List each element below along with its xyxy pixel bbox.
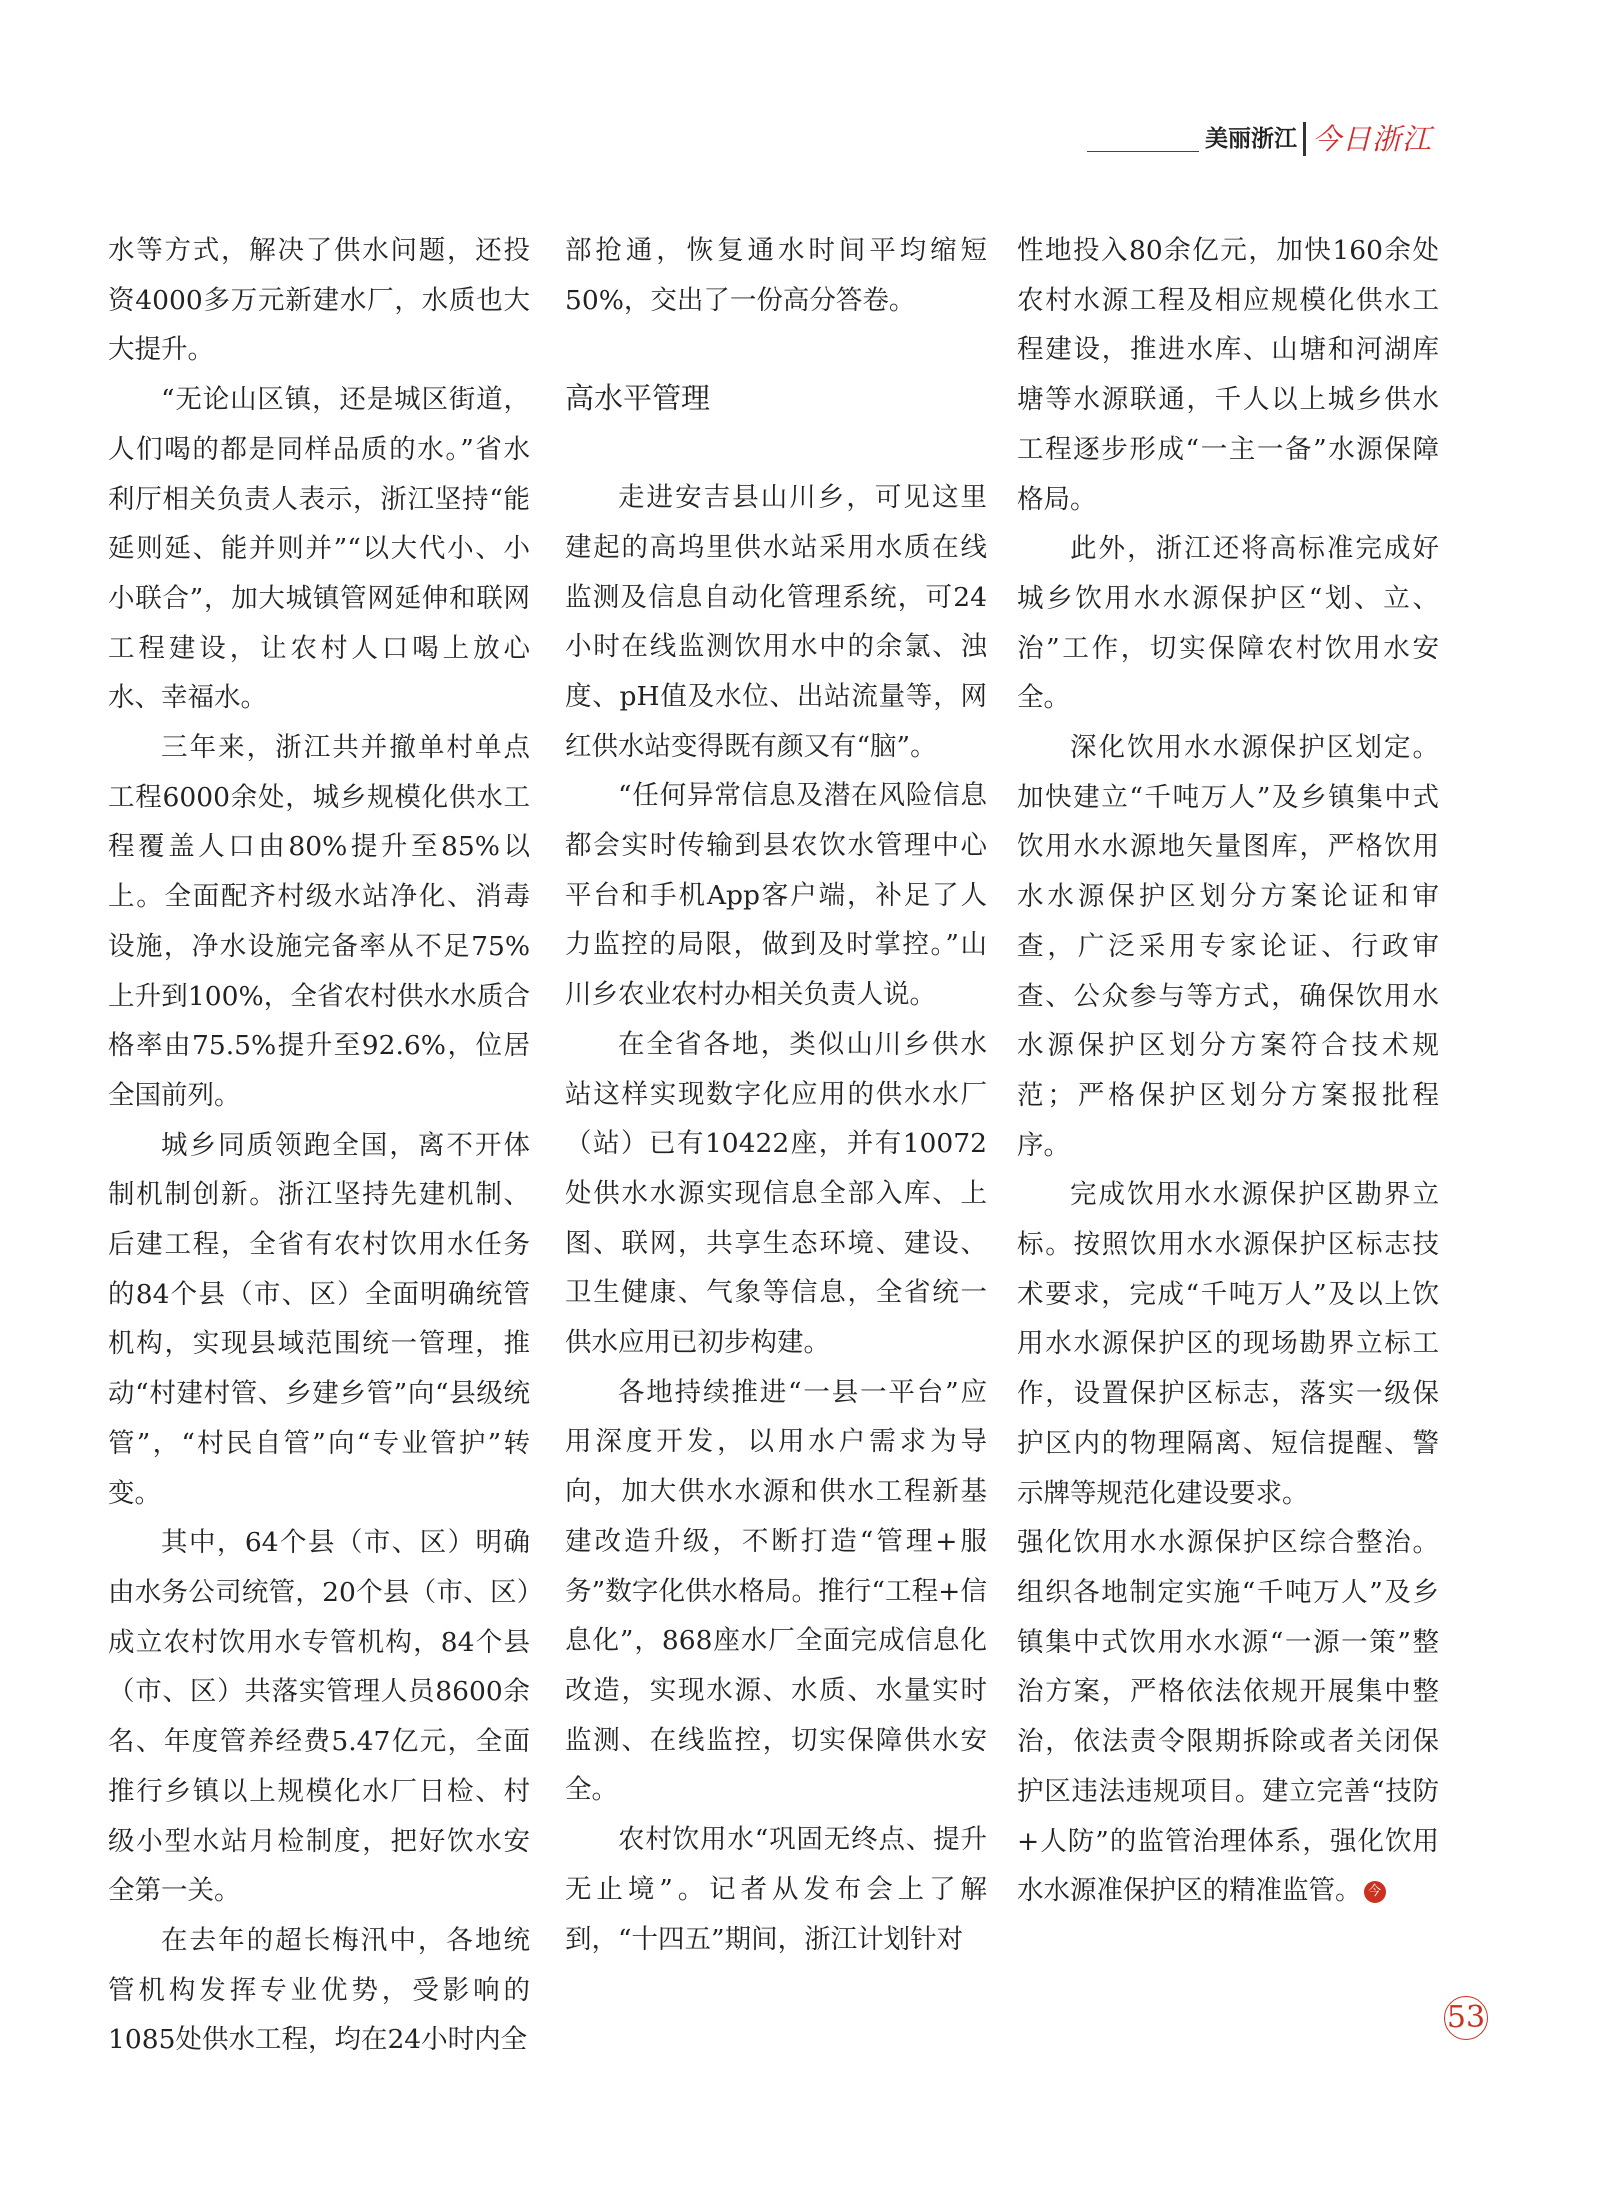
paragraph <box>565 226 987 325</box>
header-separator <box>1303 122 1306 156</box>
paragraph-text: 三年来，浙江共并撤单村单点工程6000余处，城乡规模化供水工程覆盖人口由80%提升至85%以上。全面配齐村级水站净化、消毒设施，净水设施完备率从不足75%上升到100%，全省农村供水水质合格率由75.5%提升至92.6%，位居全国前列。 <box>108 732 530 1111</box>
paragraph <box>108 375 530 723</box>
header-rule <box>1087 151 1199 152</box>
paragraph-text: 在全省各地，类似山川乡供水站这样实现数字化应用的供水水厂（站）已有10422座，并有10072处供水水源实现信息全部入库、上图、联网，共享生态环境、建设、卫生健康、气象等信息，全省统一供水应用已初步构建。 <box>565 1028 987 1359</box>
paragraph-text: 城乡同质领跑全国，离不开体制机制创新。浙江坚持先建机制、后建工程，全省有农村饮用水任务的84个县（市、区）全面明确统管机构，实现县域范围统一管理，推动“村建村管、乡建乡管”向“县级统管”，“村民自管”向“专业管护”转变。 <box>108 1129 530 1509</box>
magazine-logo: 今日浙江 <box>1311 122 1432 156</box>
paragraph-text: 在去年的超长梅汛中，各地统管机构发挥专业优势，受影响的1085处供水工程，均在24小时内全 <box>108 1924 530 2056</box>
paragraph-text: 完成饮用水水源保护区勘界立标。按照饮用水水源保护区标志技术要求，完成“千吨万人”及以上饮用水水源保护区的现场勘界立标工作，设置保护区标志，落实一级保护区内的物理隔离、短信提醒、警示牌等规范化建设要求。 <box>1017 1179 1439 1509</box>
paragraph <box>108 1518 530 1916</box>
paragraph <box>565 1368 987 1815</box>
paragraph-text: 农村饮用水“巩固无终点、提升无止境”。记者从发布会上了解到，“十四五”期间，浙江计划针对 <box>565 1824 987 1955</box>
paragraph-text: 部抢通，恢复通水时间平均缩短50%，交出了一份高分答卷。 <box>565 235 987 316</box>
text-column-1 <box>108 226 530 2065</box>
paragraph-text: 各地持续推进“一县一平台”应用深度开发，以用水户需求为导向，加大供水水源和供水工程新基建改造升级，不断打造“管理+服务”数字化供水格局。推行“工程+信息化”，868座水厂全面完成信息化改造，实现水源、水质、水量实时监测、在线监控，切实保障供水安全。 <box>565 1376 987 1806</box>
text-column-2 <box>565 226 987 1964</box>
paragraph <box>108 723 530 1121</box>
article-end-mark-icon: 今 <box>1364 1881 1386 1903</box>
paragraph <box>1017 226 1439 524</box>
paragraph-text: 水等方式，解决了供水问题，还投资4000多万元新建水厂，水质也大大提升。 <box>108 235 530 366</box>
paragraph <box>108 226 530 375</box>
paragraph-text: 此外，浙江还将高标准完成好城乡饮用水水源保护区“划、立、治”工作，切实保障农村饮用水安全。 <box>1017 533 1439 714</box>
running-header <box>1087 116 1432 156</box>
paragraph <box>565 771 987 1020</box>
paragraph <box>565 1020 987 1368</box>
page-number: 53 <box>1444 1996 1488 2040</box>
paragraph <box>108 1121 530 1519</box>
paragraph <box>565 1815 987 1964</box>
paragraph <box>1017 1170 1439 1518</box>
paragraph <box>1017 1518 1439 1916</box>
paragraph-text: 走进安吉县山川乡，可见这里建起的高坞里供水站采用水质在线监测及信息自动化管理系统，可24小时在线监测饮用水中的余氯、浊度、pH值及水位、出站流量等，网红供水站变得既有颜又有“脑”。 <box>565 482 987 762</box>
text-column-3 <box>1017 226 1439 1916</box>
paragraph <box>565 473 987 771</box>
paragraph <box>108 1916 530 2065</box>
paragraph-text: 其中，64个县（市、区）明确由水务公司统管，20个县（市、区）成立农村饮用水专管机构，84个县（市、区）共落实管理人员8600余名、年度管养经费5.47亿元，全面推行乡镇以上规模化水厂日检、村级小型水站月检制度，把好饮水安全第一关。 <box>108 1527 530 1907</box>
section-name: 美丽浙江 <box>1204 126 1297 152</box>
paragraph-text: “任何异常信息及潜在风险信息都会实时传输到县农饮水管理中心平台和手机App客户端，补足了人力监控的局限，做到及时掌控。”山川乡农业农村办相关负责人说。 <box>565 780 987 1011</box>
section-heading: 高水平管理 <box>565 381 711 416</box>
paragraph <box>1017 524 1439 723</box>
paragraph-text: “无论山区镇，还是城区街道，人们喝的都是同样品质的水。”省水利厅相关负责人表示，浙江坚持“能延则延、能并则并”“以大代小、小小联合”，加大城镇管网延伸和联网工程建设，让农村人口喝上放心水、幸福水。 <box>108 384 530 714</box>
paragraph-text: 性地投入80余亿元，加快160余处农村水源工程及相应规模化供水工程建设，推进水库、山塘和河湖库塘等水源联通，千人以上城乡供水工程逐步形成“一主一备”水源保障格局。 <box>1017 235 1439 515</box>
paragraph-text: 深化饮用水水源保护区划定。加快建立“千吨万人”及乡镇集中式饮用水水源地矢量图库，严格饮用水水源保护区划分方案论证和审查，广泛采用专家论证、行政审查、公众参与等方式，确保饮用水水源保护区划分方案符合技术规范；严格保护区划分方案报批程序。 <box>1017 732 1439 1161</box>
paragraph-text: 强化饮用水水源保护区综合整治。组织各地制定实施“千吨万人”及乡镇集中式饮用水水源“一源一策”整治方案，严格依法依规开展集中整治，依法责令限期拆除或者关闭保护区违法违规项目。建立完善“技防+人防”的监管治理体系，强化饮用水水源准保护区的精准监管。 <box>1017 1527 1439 1907</box>
paragraph <box>1017 723 1439 1170</box>
